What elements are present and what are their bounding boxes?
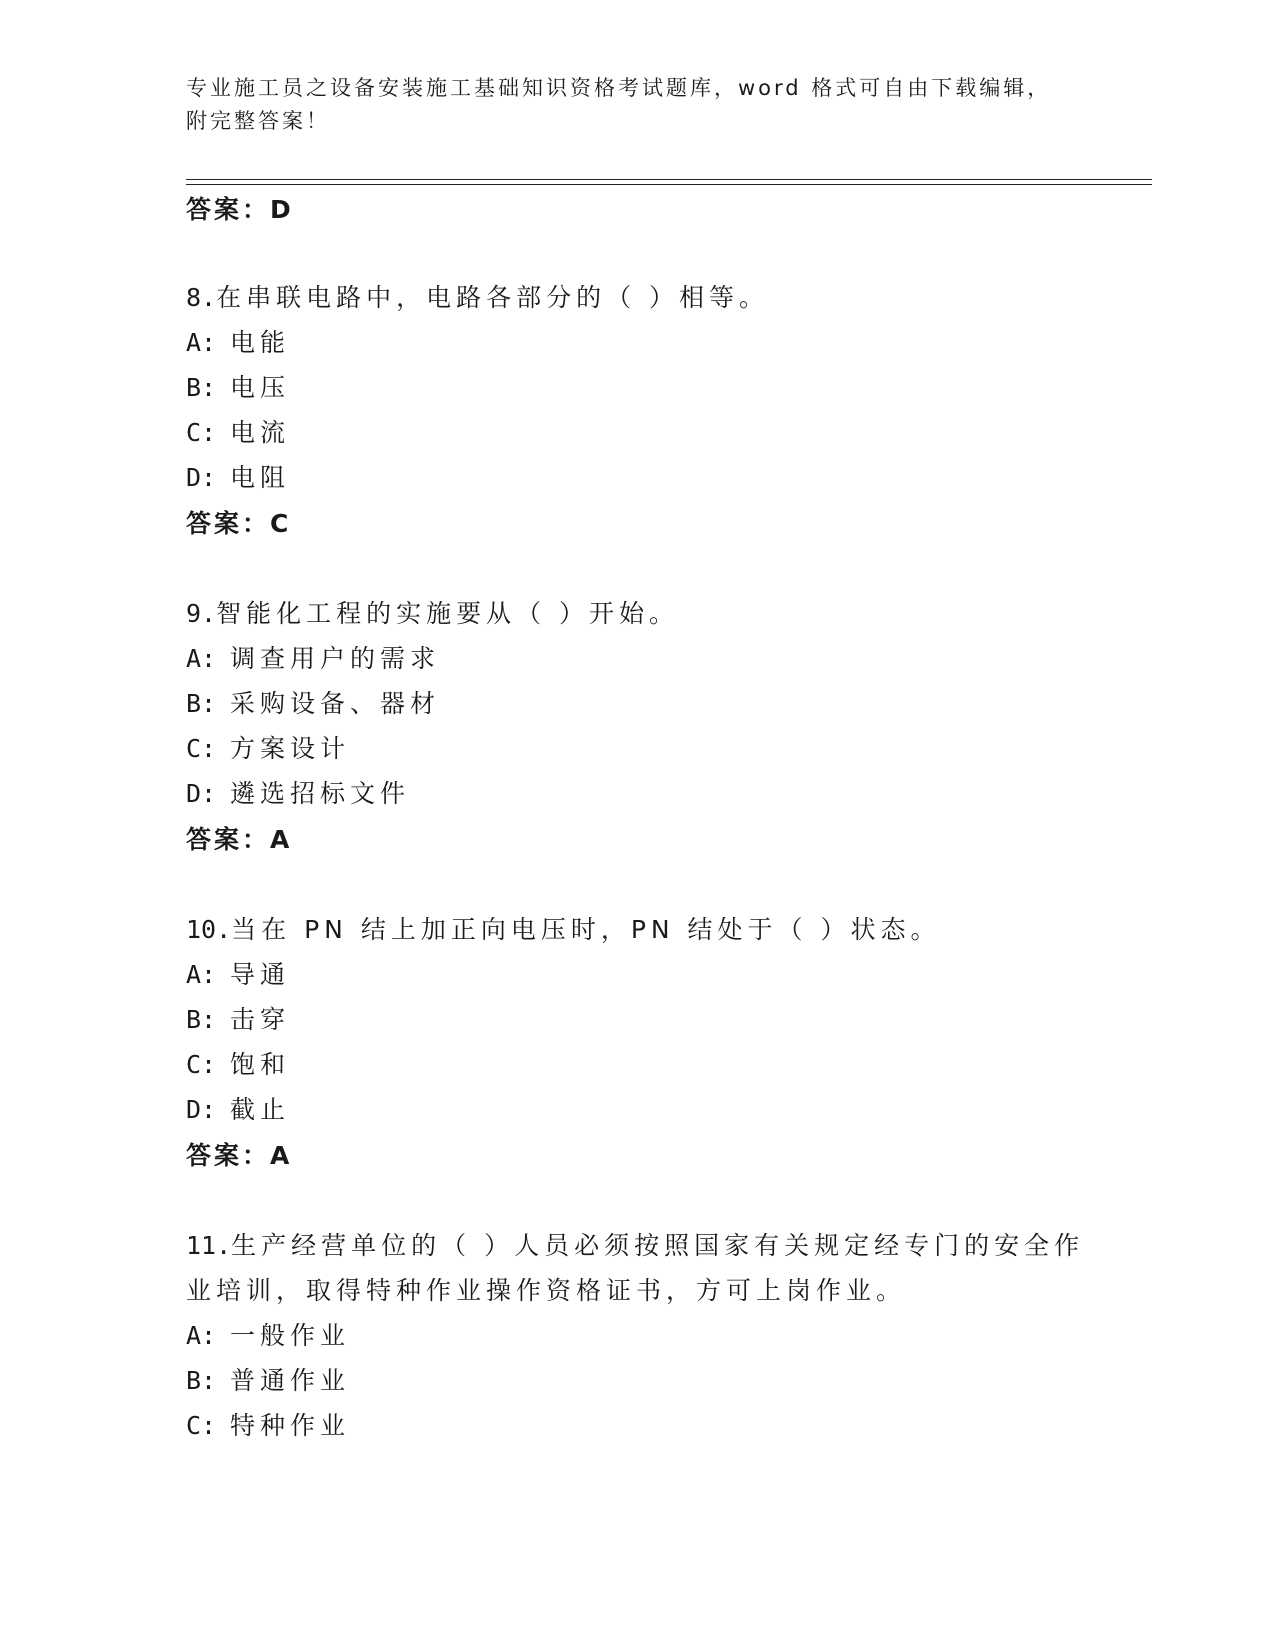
option-letter: C: [186, 1411, 217, 1440]
option-text: 遴选招标文件 [230, 779, 411, 808]
header-line-1: 专业施工员之设备安装施工基础知识资格考试题库，word 格式可自由下载编辑， [186, 76, 1052, 100]
answer-8: 答案：C [186, 509, 292, 538]
option-text: 一般作业 [230, 1321, 351, 1350]
option-10-a [186, 959, 290, 991]
option-10-c [186, 1049, 290, 1081]
option-letter: B: [186, 373, 217, 402]
question-10 [186, 914, 941, 946]
option-letter: B: [186, 1366, 217, 1395]
option-text: 截止 [230, 1095, 291, 1124]
header-rule-top [186, 179, 1152, 180]
question-number: 11. [186, 1231, 232, 1260]
option-text: 电能 [230, 328, 291, 357]
option-text: 电压 [230, 373, 291, 402]
option-8-c [186, 417, 290, 449]
question-8 [186, 282, 769, 314]
option-8-a [186, 327, 290, 359]
option-text: 饱和 [230, 1050, 291, 1079]
option-text: 特种作业 [230, 1411, 351, 1440]
question-text-line-1: 生产经营单位的（ ）人员必须按照国家有关规定经专门的安全作 [231, 1231, 1085, 1260]
option-11-c [186, 1410, 350, 1442]
option-letter: B: [186, 689, 217, 718]
option-letter: C: [186, 1050, 217, 1079]
question-text: 智能化工程的实施要从（ ）开始。 [216, 599, 680, 628]
option-11-b [186, 1365, 350, 1397]
option-8-b [186, 372, 290, 404]
option-text: 导通 [230, 960, 291, 989]
option-letter: D: [186, 463, 217, 492]
option-text: 电阻 [230, 463, 291, 492]
option-text: 方案设计 [230, 734, 351, 763]
option-text: 击穿 [230, 1005, 291, 1034]
option-letter: D: [186, 1095, 217, 1124]
question-number: 9. [186, 599, 217, 628]
option-letter: A: [186, 328, 217, 357]
option-letter: C: [186, 418, 217, 447]
option-11-a [186, 1320, 350, 1352]
question-number: 10. [186, 915, 232, 944]
option-8-d [186, 462, 290, 494]
option-text: 普通作业 [230, 1366, 351, 1395]
answer-9: 答案：A [186, 825, 293, 854]
option-9-d [186, 778, 410, 810]
answer-10: 答案：A [186, 1141, 293, 1170]
option-letter: A: [186, 1321, 217, 1350]
option-letter: C: [186, 734, 217, 763]
option-9-a [186, 643, 440, 675]
option-text: 电流 [230, 418, 291, 447]
question-9 [186, 598, 679, 630]
option-letter: B: [186, 1005, 217, 1034]
option-10-d [186, 1094, 290, 1126]
option-letter: A: [186, 644, 217, 673]
option-text: 采购设备、器材 [230, 689, 441, 718]
header-rule-bottom [186, 184, 1152, 185]
option-9-c [186, 733, 350, 765]
question-11-continued: 业培训，取得特种作业操作资格证书，方可上岗作业。 [186, 1276, 907, 1305]
answer-prev: 答案：D [186, 195, 294, 224]
option-9-b [186, 688, 440, 720]
document-header [186, 72, 1086, 138]
question-number: 8. [186, 283, 217, 312]
option-letter: A: [186, 960, 217, 989]
option-text: 调查用户的需求 [230, 644, 441, 673]
option-letter: D: [186, 779, 217, 808]
question-text: 当在 PN 结上加正向电压时，PN 结处于（ ）状态。 [231, 915, 941, 944]
option-10-b [186, 1004, 290, 1036]
question-text: 在串联电路中，电路各部分的（ ）相等。 [216, 283, 770, 312]
header-line-2: 附完整答案！ [186, 109, 330, 133]
question-11 [186, 1230, 1084, 1262]
